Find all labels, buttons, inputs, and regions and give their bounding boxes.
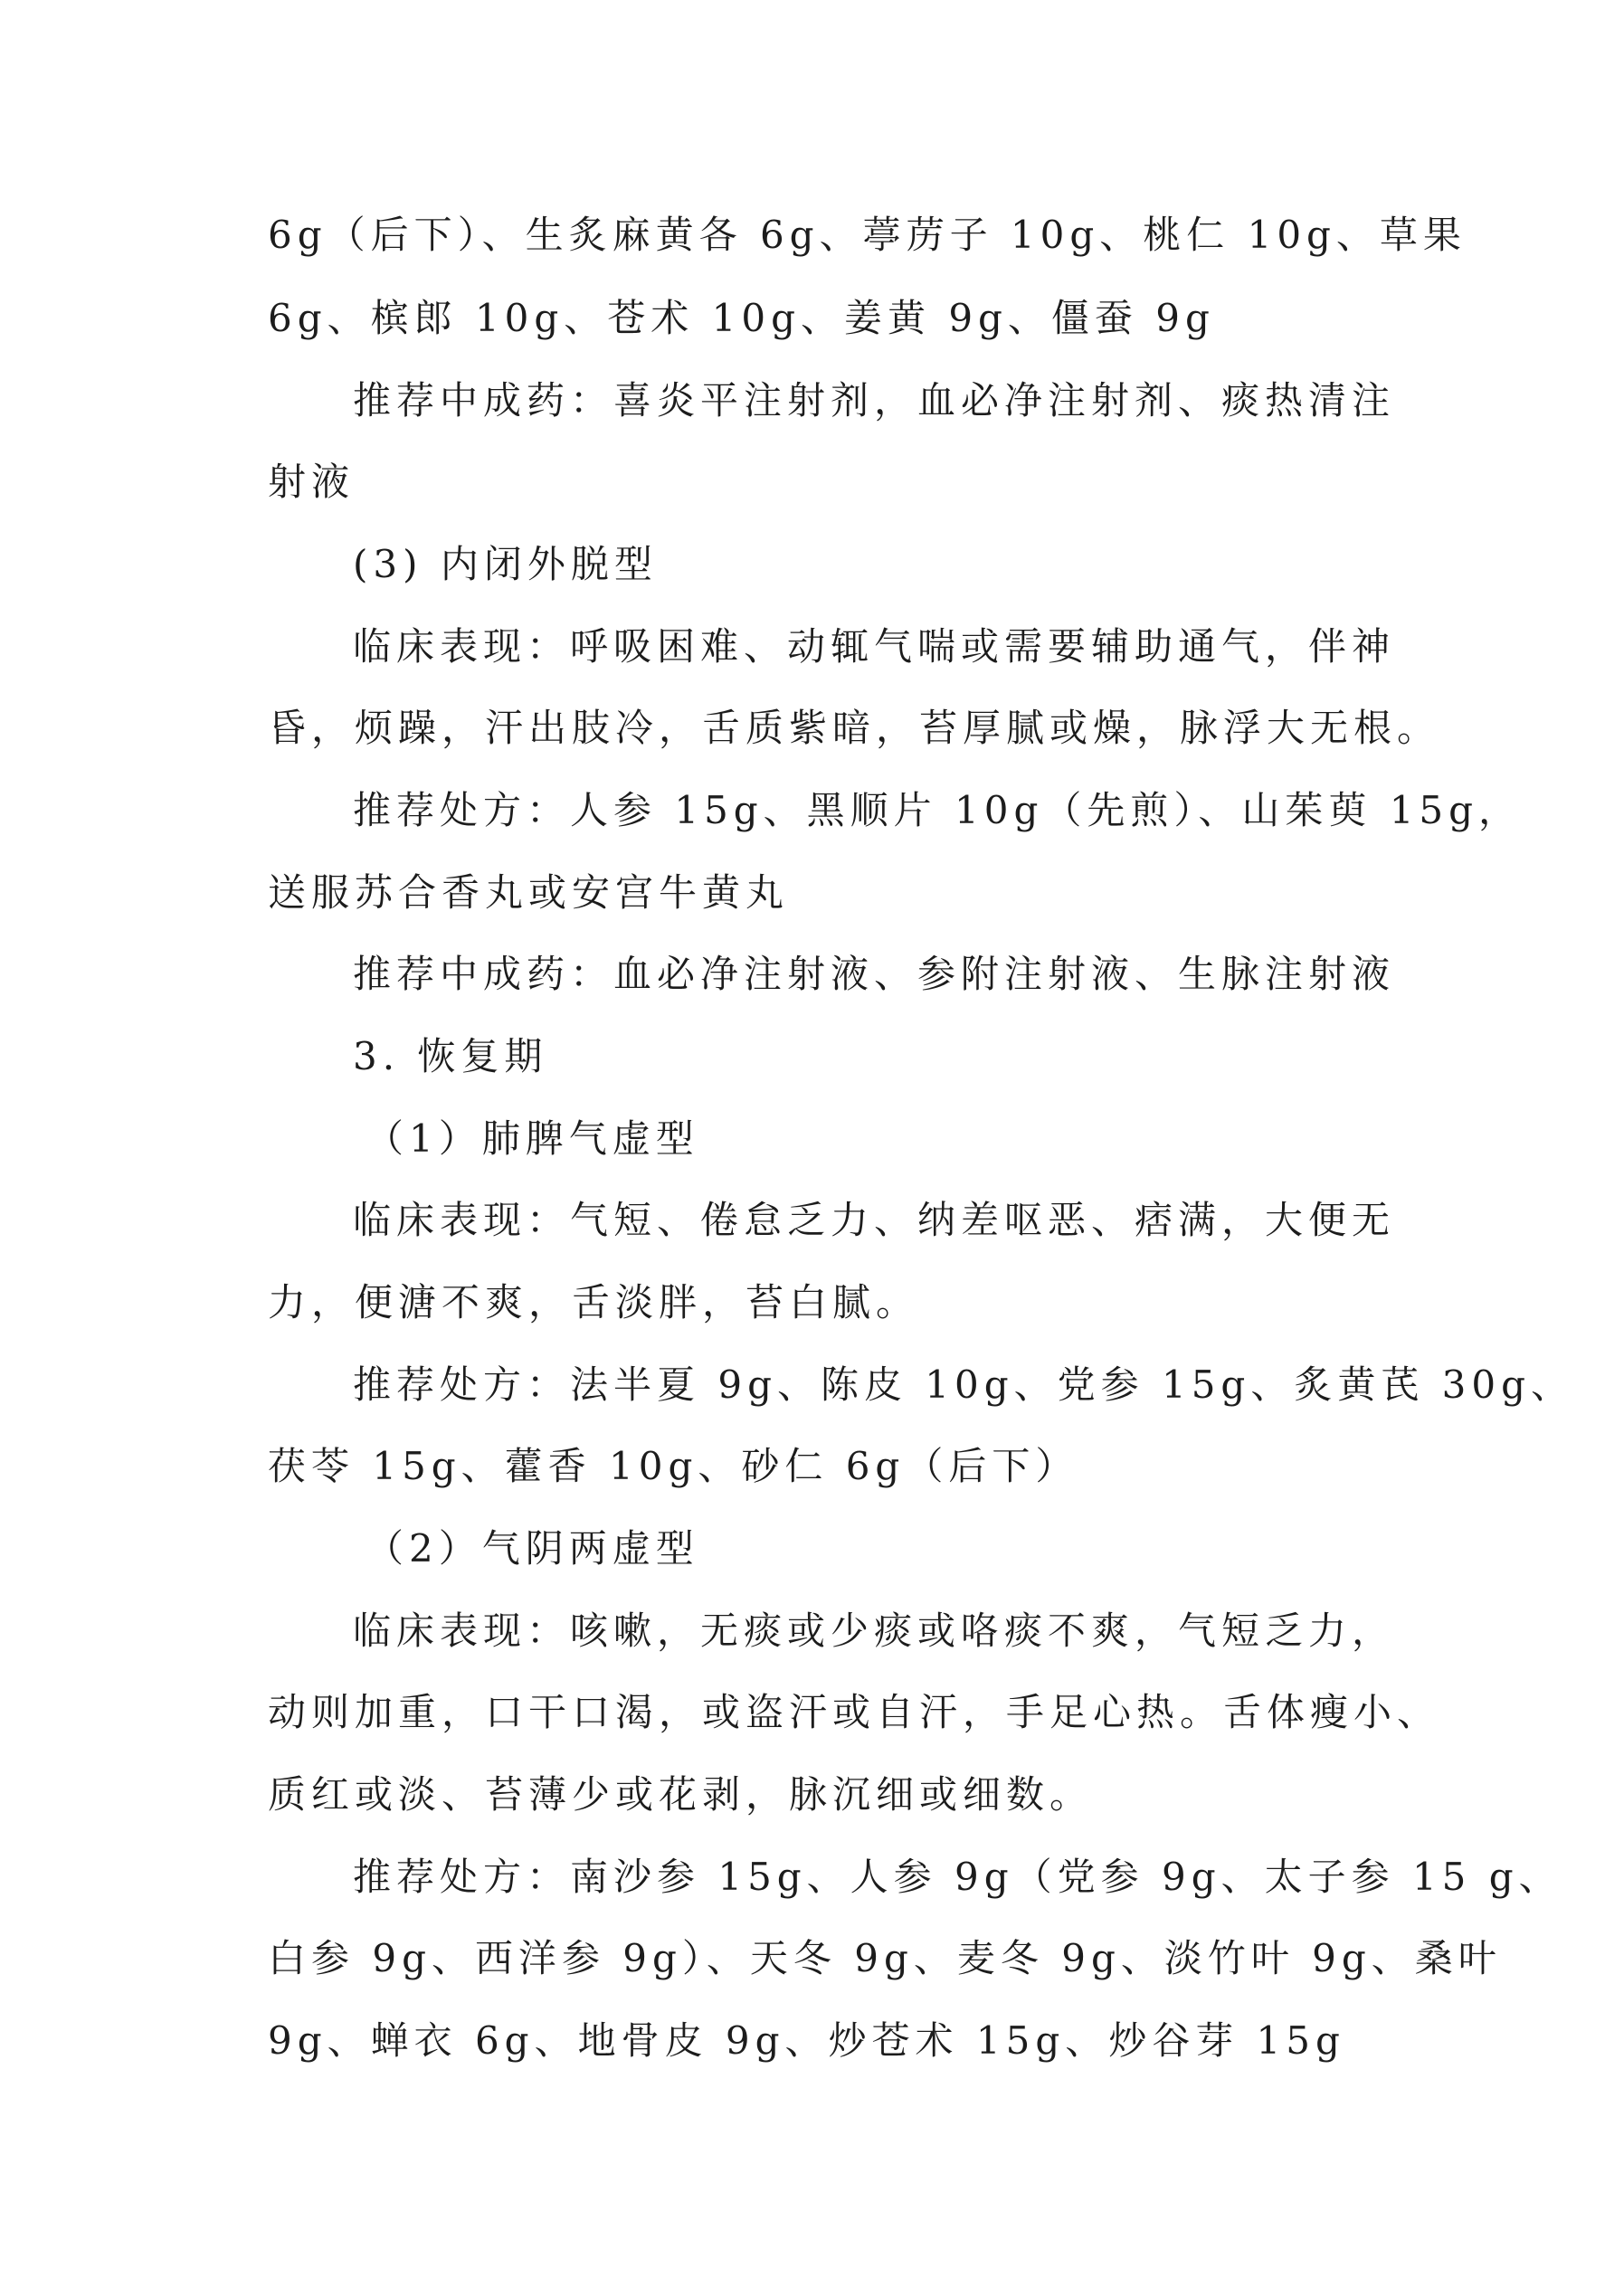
text-line: 茯苓 15g、藿香 10g、砂仁 6g（后下） xyxy=(268,1444,1079,1488)
section-heading: （2）气阴两虚型 xyxy=(366,1526,699,1571)
text-line: 推荐中成药：血必净注射液、参附注射液、生脉注射液 xyxy=(353,952,1396,996)
text-line: 推荐中成药：喜炎平注射剂，血必净注射剂、痰热清注 xyxy=(353,378,1396,422)
text-line: 射液 xyxy=(268,460,356,504)
text-line: 送服苏合香丸或安宫牛黄丸 xyxy=(268,870,790,915)
section-heading: 3. 恢复期 xyxy=(353,1034,548,1078)
text-line: 白参 9g、西洋参 9g）、天冬 9g、麦冬 9g、淡竹叶 9g、桑叶 xyxy=(268,1936,1502,1980)
section-heading: （1）肺脾气虚型 xyxy=(366,1116,699,1161)
text-line: 昏，烦躁，汗出肢冷，舌质紫暗，苔厚腻或燥，脉浮大无根。 xyxy=(268,706,1441,750)
text-line: 质红或淡、苔薄少或花剥，脉沉细或细数。 xyxy=(268,1772,1094,1817)
text-line: 推荐处方：人参 15g、黑顺片 10g（先煎）、山茱萸 15g， xyxy=(353,788,1523,832)
text-line: 推荐处方：南沙参 15g、人参 9g（党参 9g、太子参 15 g、 xyxy=(353,1855,1562,1899)
section-heading: (3) 内闭外脱型 xyxy=(353,542,658,586)
text-line: 6g（后下）、生炙麻黄各 6g、葶苈子 10g、桃仁 10g、草果 xyxy=(268,213,1467,257)
text-line: 推荐处方：法半夏 9g、陈皮 10g、党参 15g、炙黄芪 30g、 xyxy=(353,1362,1574,1407)
text-line: 临床表现：气短、倦怠乏力、纳差呕恶、痞满，大便无 xyxy=(353,1198,1396,1242)
text-line: 9g、蝉衣 6g、地骨皮 9g、炒苍术 15g、炒谷芽 15g xyxy=(268,2018,1345,2063)
text-line: 临床表现：呼吸困难、动辄气喘或需要辅助通气，伴神 xyxy=(353,624,1396,669)
text-line: 6g、槟郎 10g、苍术 10g、姜黄 9g、僵蚕 9g xyxy=(268,296,1215,340)
text-line: 力，便溏不爽，舌淡胖，苔白腻。 xyxy=(268,1280,920,1324)
text-line: 临床表现：咳嗽，无痰或少痰或咯痰不爽，气短乏力， xyxy=(353,1609,1396,1653)
text-line: 动则加重，口干口渴，或盗汗或自汗，手足心热。舌体瘦小、 xyxy=(268,1690,1441,1734)
